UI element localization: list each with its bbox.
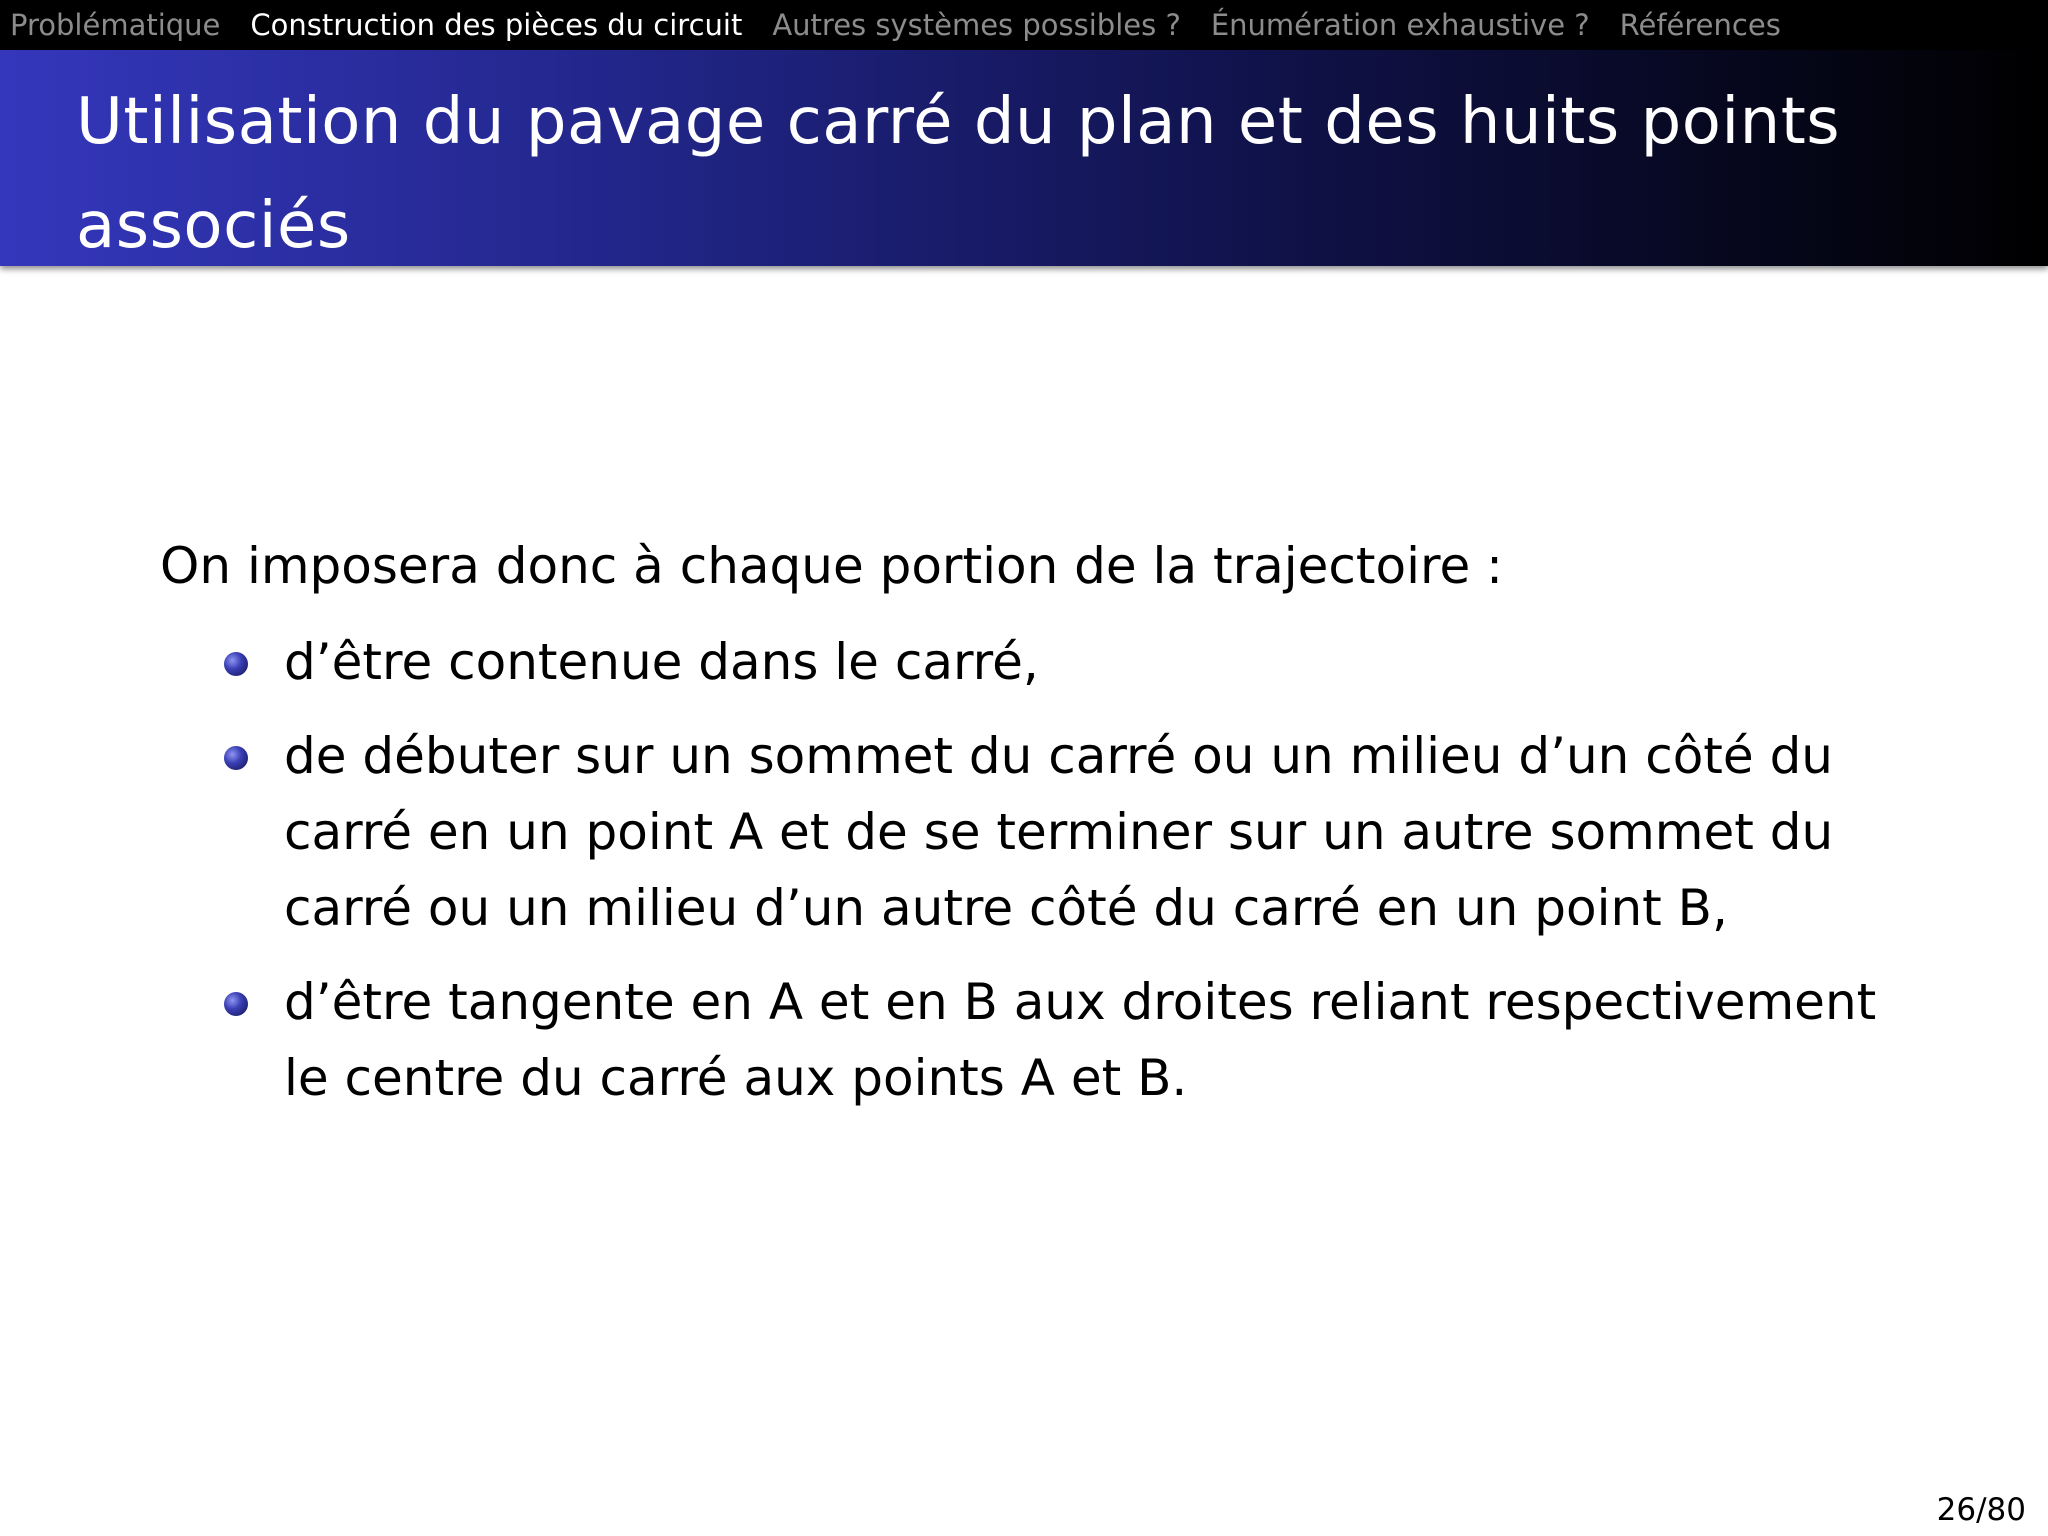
slide-content	[160, 528, 1920, 1134]
bullet-text: d’être tangente en A et en B aux droites reliant respectivement le centre du carré aux points A et B.	[284, 973, 1877, 1107]
section-navigation-bar	[0, 0, 2048, 50]
bullet-item	[284, 624, 1920, 700]
nav-item-enumeration[interactable]: Énumération exhaustive ?	[1210, 8, 1590, 42]
bullet-text: d’être contenue dans le carré,	[284, 633, 1039, 691]
bullet-icon	[224, 652, 248, 676]
nav-item-autres-systemes[interactable]: Autres systèmes possibles ?	[772, 8, 1181, 42]
bullet-icon	[224, 746, 248, 770]
bullet-text: de débuter sur un sommet du carré ou un milieu d’un côté du carré en un point A et de se terminer sur un autre sommet du carré ou un milieu d’un autre côté du carré en un point B,	[284, 727, 1834, 937]
nav-item-references[interactable]: Références	[1619, 8, 1781, 42]
slide-title-bar	[0, 50, 2048, 266]
intro-text: On imposera donc à chaque portion de la trajectoire :	[160, 537, 1503, 595]
nav-item-construction[interactable]: Construction des pièces du circuit	[250, 8, 743, 42]
bullet-item	[284, 718, 1920, 946]
nav-item-problematique[interactable]: Problématique	[10, 8, 221, 42]
bullet-item	[284, 964, 1920, 1116]
page-number: 26/80	[1936, 1492, 2026, 1528]
bullet-icon	[224, 992, 248, 1016]
bullet-list	[160, 624, 1920, 1116]
slide-title: Utilisation du pavage carré du plan et des huits points associés	[76, 85, 1841, 263]
